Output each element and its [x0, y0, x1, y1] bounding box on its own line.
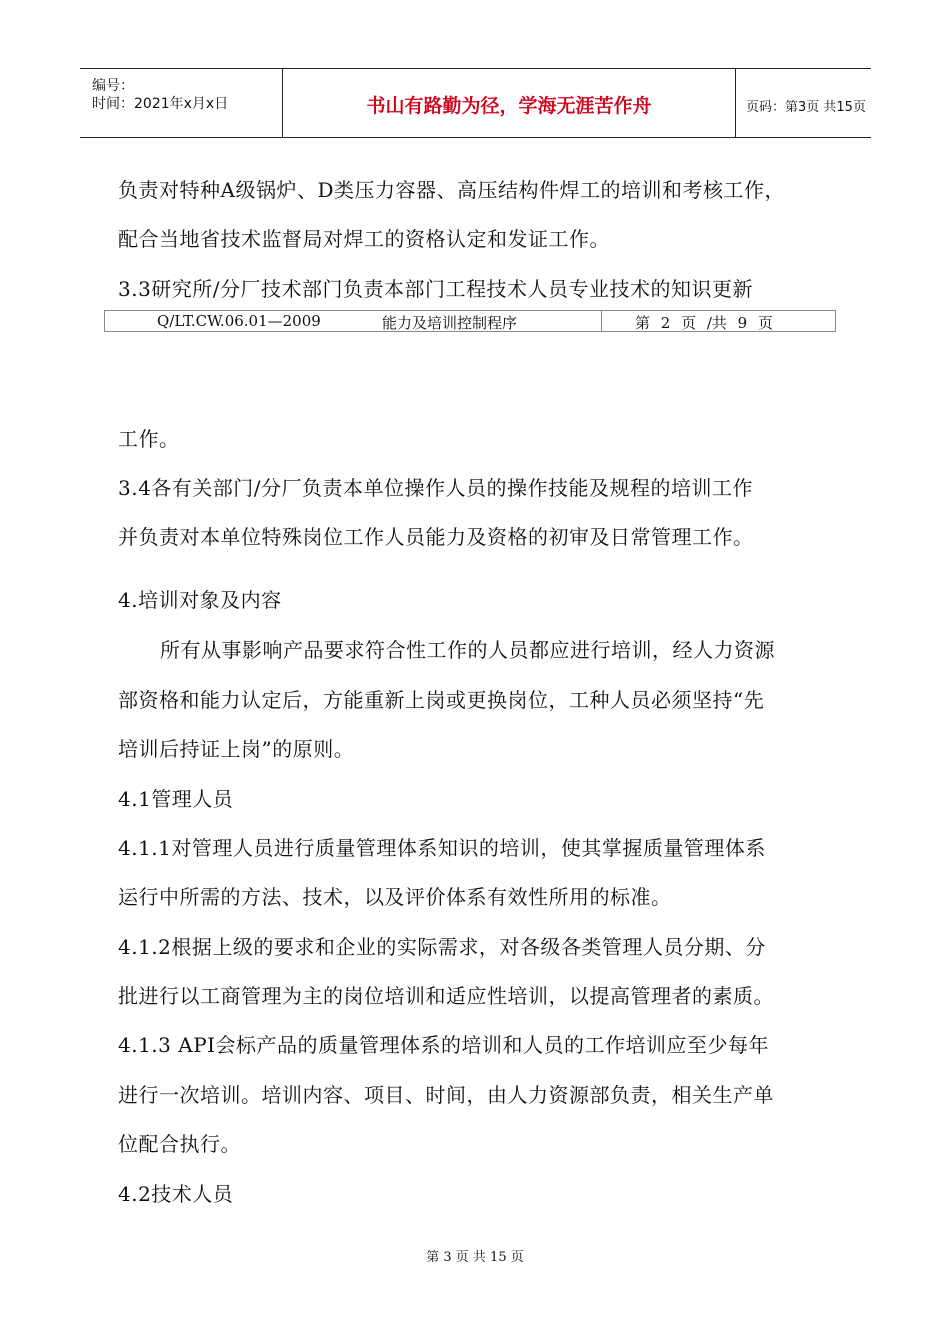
body-line: 配合当地省技术监督局对焊工的资格认定和发证工作。 [118, 227, 610, 251]
header-motto: 书山有路勤为径，学海无涯苦作舟 [366, 95, 652, 117]
body-line: 并负责对本单位特殊岗位工作人员能力及资格的初审及日常管理工作。 [118, 525, 754, 549]
header-table [80, 68, 871, 138]
body-line: 3.4各有关部门/分厂负责本单位操作人员的操作技能及规程的培训工作 [118, 476, 754, 500]
header-page-cell [736, 69, 871, 137]
body-line: 4.1.1对管理人员进行质量管理体系知识的培训，使其掌握质量管理体系 [118, 836, 766, 860]
body-line: 4.1.3 API会标产品的质量管理体系的培训和人员的工作培训应至少每年 [118, 1033, 770, 1057]
body-line: 培训后持证上岗”的原则。 [118, 737, 355, 761]
document-time-label: 时间：2021年x月x日 [92, 96, 229, 112]
section-heading: 4.1管理人员 [118, 787, 234, 811]
divider [601, 311, 602, 331]
header-motto-cell [282, 69, 736, 137]
body-line: 4.1.2根据上级的要求和企业的实际需求，对各级各类管理人员分期、分 [118, 935, 766, 959]
header-page-info: 页码：第3页 共15页 [746, 100, 866, 115]
body-line: 所有从事影响产品要求符合性工作的人员都应进行培训，经人力资源 [160, 638, 775, 662]
body-line: 批进行以工商管理为主的岗位培训和适应性培训，以提高管理者的素质。 [118, 984, 774, 1008]
doc-title: 能力及培训控制程序 [382, 314, 518, 332]
header-info-cell [80, 69, 282, 137]
page-footer: 第 3 页 共 15 页 [426, 1250, 524, 1265]
inner-running-footer [104, 310, 836, 332]
body-line: 位配合执行。 [118, 1132, 241, 1156]
section-heading: 4.培训对象及内容 [118, 588, 282, 612]
section-heading: 4.2技术人员 [118, 1182, 234, 1206]
doc-page: 第 2 页 /共 9 页 [635, 314, 773, 332]
doc-code: Q/LT.CW.06.01—2009 [157, 312, 321, 330]
body-line: 运行中所需的方法、技术，以及评价体系有效性所用的标准。 [118, 885, 672, 909]
body-line: 3.3研究所/分厂技术部门负责本部门工程技术人员专业技术的知识更新 [118, 277, 754, 301]
body-line: 负责对特种A级锅炉、D类压力容器、高压结构件焊工的培训和考核工作， [118, 178, 785, 202]
document-number-label: 编号： [92, 78, 134, 94]
body-line: 部资格和能力认定后，方能重新上岗或更换岗位，工种人员必须坚持“先 [118, 688, 765, 712]
body-line: 进行一次培训。培训内容、项目、时间，由人力资源部负责，相关生产单 [118, 1083, 774, 1107]
body-line: 工作。 [118, 427, 180, 451]
